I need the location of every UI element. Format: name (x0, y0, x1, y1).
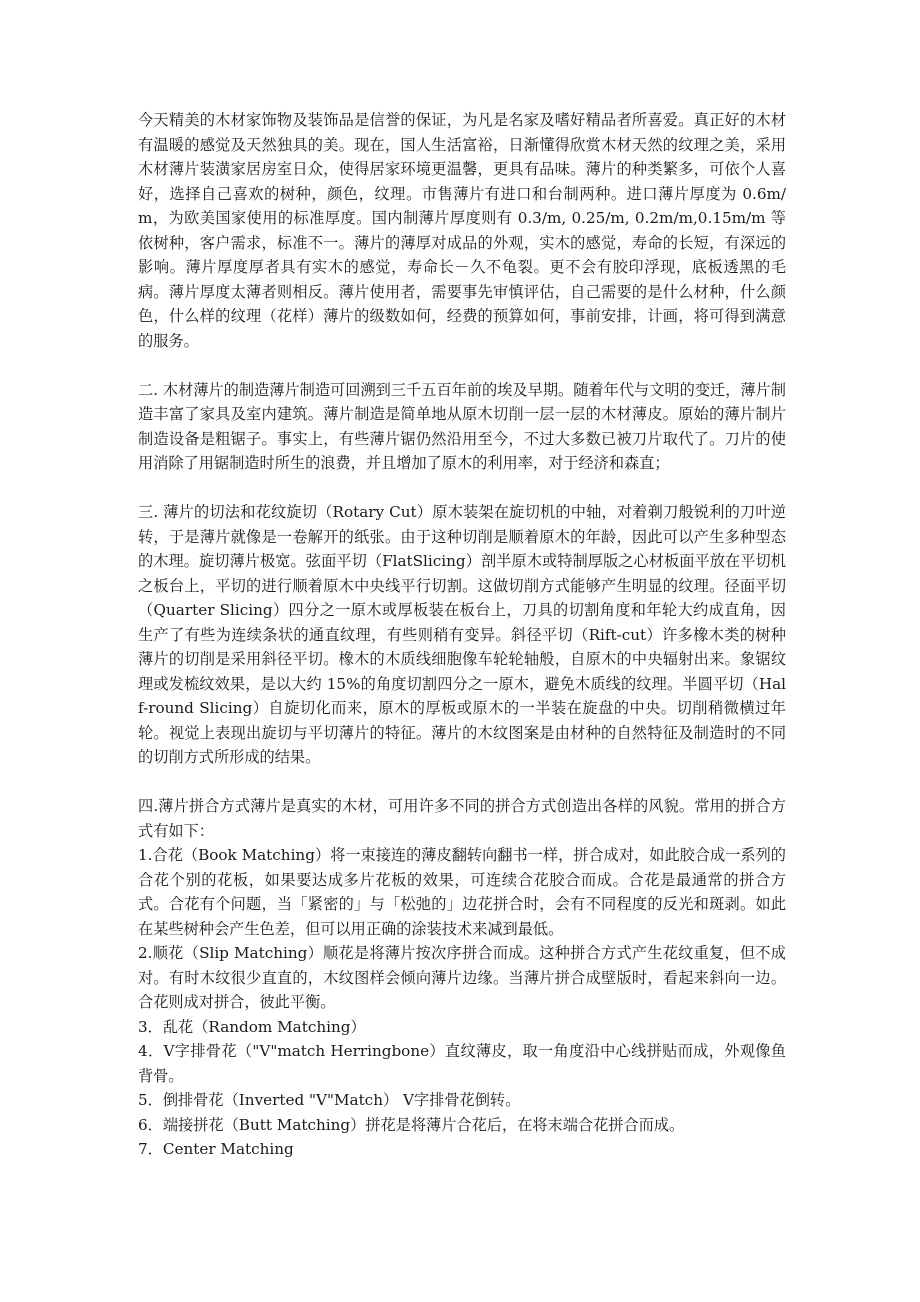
section-4-intro: 四.薄片拼合方式薄片是真实的木材，可用许多不同的拼合方式创造出各样的风貌。常用的拼合方式有如下： (138, 797, 786, 840)
paragraph-gap (138, 770, 786, 795)
document-body (138, 108, 786, 1162)
section-2-paragraph: 二. 木材薄片的制造薄片制造可回溯到三千五百年前的埃及早期。随着年代与文明的变迁，薄片制造丰富了家具及室内建筑。薄片制造是简单地从原木切削一层一层的木材薄皮。原始的薄片制片制造设备是粗锯子。事实上，有些薄片锯仍然沿用至今，不过大多数已被刀片取代了。刀片的使用消除了用锯制造时所生的浪费，并且增加了原木的利用率，对于经济和森直； (138, 380, 786, 472)
matching-item-4: 4．V字排骨花（"V"match Herringbone）直纹薄皮，取一角度沿中心线拼贴而成，外观像鱼背骨。 (138, 1042, 786, 1085)
matching-item-3: 3．乱花（Random Matching） (138, 1017, 366, 1036)
matching-item-7: 7．Center Matching (138, 1140, 294, 1158)
paragraph-gap (138, 353, 786, 378)
matching-item-2: 2.顺花（Slip Matching）顺花是将薄片按次序拼合而成。这种拼合方式产生花纹重复，但不成对。有时木纹很少直直的，木纹图样会倾向薄片边缘。当薄片拼合成壁版时，看起来斜向一边。合花则成对拼合，彼此平衡。 (138, 944, 786, 1011)
section-3-paragraph: 三. 薄片的切法和花纹旋切（Rotary Cut）原木装架在旋切机的中轴，对着剃刀般锐利的刀叶逆转，于是薄片就像是一卷解开的纸张。由于这种切削是顺着原木的年龄，因此可以产生多种型态的木理。旋切薄片极宽。弦面平切（FlatSlicing）剖半原木或特制厚版之心材板面平放在平切机之板台上，平切的进行顺着原木中央线平行切割。这做切削方式能够产生明显的纹理。径面平切（Quarter Slicing）四分之一原木或厚板装在板台上，刀具的切割角度和年轮大约成直角，因生产了有些为连续条状的通直纹理，有些则稍有变异。斜径平切（Rift-cut）许多橡木类的树种薄片的切削是采用斜径平切。橡木的木质线细胞像车轮轮轴般，自原木的中央辐射出来。象锯纹理或发梳纹效果，是以大约 15%的角度切割四分之一原木，避免木质线的纹理。半圆平切（Half-round Slicing）自旋切化而来，原木的厚板或原木的一半装在旋盘的中央。切削稍微横过年轮。视觉上表现出旋切与平切薄片的特征。薄片的木纹图案是由材种的自然特征及制造时的不同的切削方式所形成的结果。 (138, 503, 786, 766)
matching-item-6: 6．端接拼花（Butt Matching）拼花是将薄片合花后，在将末端合花拼合而成。 (138, 1115, 685, 1134)
intro-paragraph: 今天精美的木材家饰物及装饰品是信誉的保证，为凡是名家及嗜好精品者所喜爱。真正好的木材有温暖的感觉及天然独具的美。现在，国人生活富裕，日渐懂得欣赏木材天然的纹理之美，采用木材薄片装潢家居房室日众，使得居家环境更温馨，更具有品味。薄片的种类繁多，可依个人喜好，选择自己喜欢的树种，颜色，纹理。市售薄片有进口和台制两种。进口薄片厚度为 0.6m/m，为欧美国家使用的标准厚度。国内制薄片厚度则有 0.3/m, 0.25/m, 0.2m/m,0.15m/m 等依树种，客户需求，标准不一。薄片的薄厚对成品的外观，实木的感觉，寿命的长短，有深远的影响。薄片厚度厚者具有实木的感觉，寿命长－久不龟裂。更不会有胶印浮现，底板透黑的毛病。薄片厚度太薄者则相反。薄片使用者，需要事先审慎评估，自己需要的是什么材种，什么颜色，什么样的纹理（花样）薄片的级数如何，经费的预算如何，事前安排，计画，将可得到满意的服务。 (138, 111, 786, 350)
matching-item-1: 1.合花（Book Matching）将一束接连的薄皮翻转向翻书一样，拼合成对，如此胶合成一系列的合花个别的花板，如果要达成多片花板的效果，可连续合花胶合而成。合花是最通常的拼合方式。合花有个问题，当「紧密的」与「松弛的」边花拼合时，会有不同程度的反光和斑剥。如此在某些树种会产生色差，但可以用正确的涂装技术来减到最低。 (138, 846, 786, 938)
matching-item-5: 5．倒排骨花（Inverted "V"Match） V字排骨花倒转。 (138, 1091, 521, 1109)
paragraph-gap (138, 476, 786, 501)
